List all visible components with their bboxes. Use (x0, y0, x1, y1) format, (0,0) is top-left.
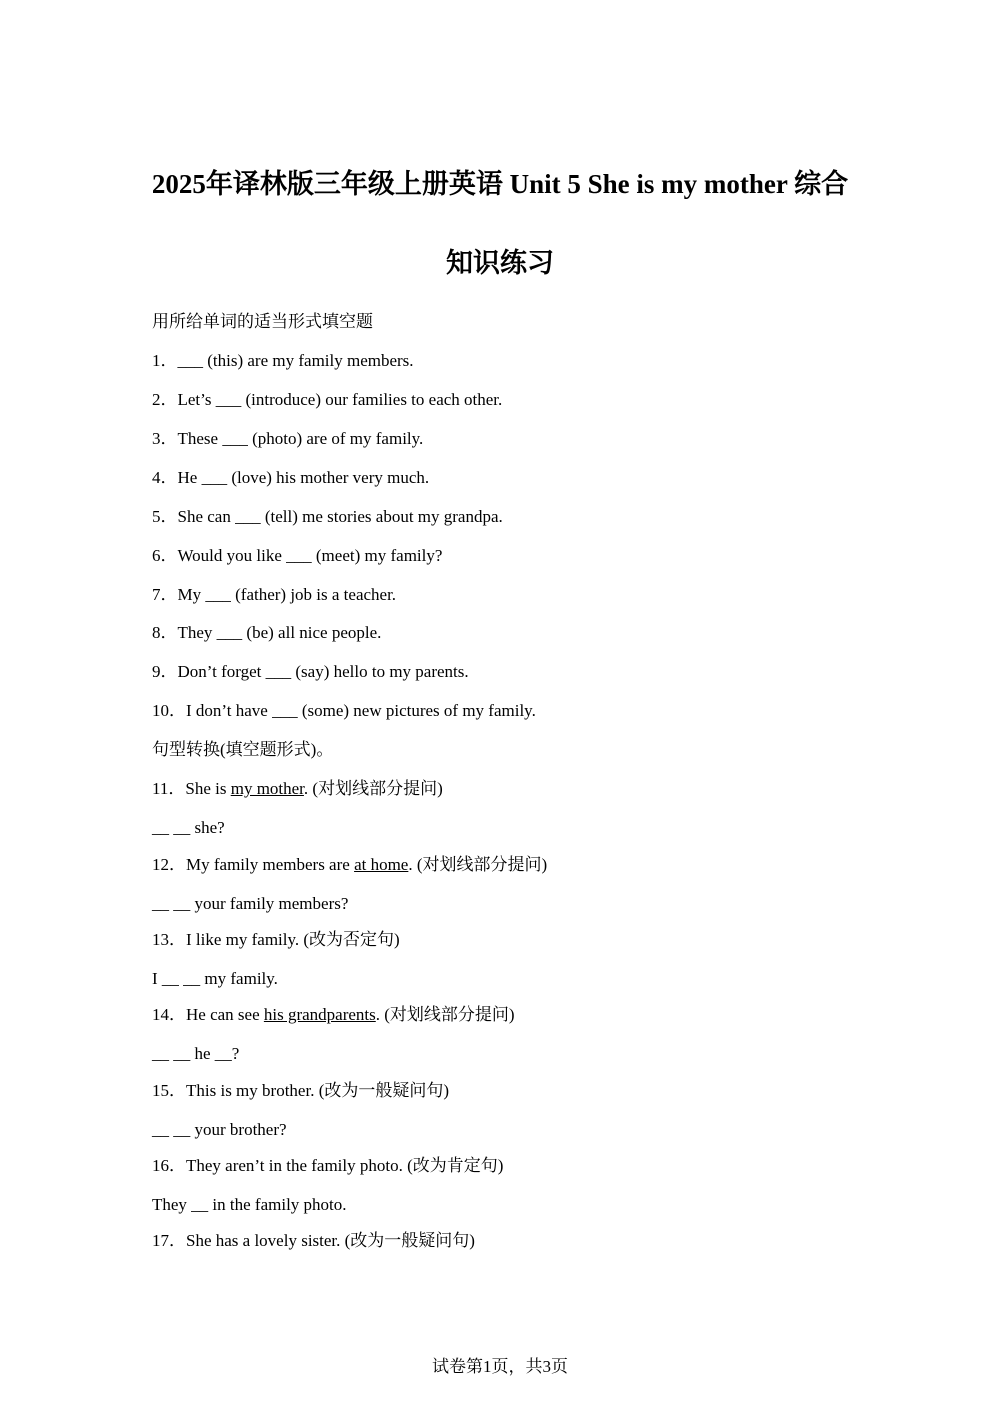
question-10: 10．I don’t have ___ (some) new pictures of my family. (152, 701, 536, 720)
question-8: 8．They ___ (be) all nice people. (152, 623, 382, 642)
answer-12: __ __ your family members? (152, 894, 349, 913)
section-heading-sentence-transform: 句型转换(填空题形式)。 (152, 740, 334, 759)
question-14-post: . (对划线部分提问) (375, 1005, 515, 1024)
question-12-pre: 12．My family members are (152, 855, 355, 874)
question-5: 5．She can ___ (tell) me stories about my grandpa. (152, 507, 503, 526)
answer-13: I __ __ my family. (152, 969, 278, 988)
page-title-line1: 2025年译林版三年级上册英语 Unit 5 She is my mother 综合 (151, 169, 849, 199)
question-14 (152, 1004, 515, 1026)
section-heading-fill-in: 用所给单词的适当形式填空题 (152, 312, 373, 331)
question-16: 16．They aren’t in the family photo. (改为肯定句) (152, 1156, 504, 1175)
question-1: 1．___ (this) are my family members. (152, 351, 414, 370)
question-14-underlined: his grandparents (263, 1005, 376, 1024)
question-11-underlined: my mother (230, 779, 304, 798)
page-footer: 试卷第1页，共3页 (432, 1357, 568, 1376)
answer-16: They __ in the family photo. (152, 1195, 347, 1214)
question-15: 15．This is my brother. (改为一般疑问句) (152, 1081, 450, 1100)
answer-14: __ __ he __? (152, 1044, 240, 1063)
question-2: 2．Let’s ___ (introduce) our families to each other. (152, 390, 503, 409)
answer-11: __ __ she? (152, 818, 225, 837)
question-17: 17．She has a lovely sister. (改为一般疑问句) (152, 1231, 475, 1250)
question-13: 13．I like my family. (改为否定句) (152, 930, 400, 949)
answer-15: __ __ your brother? (152, 1120, 287, 1139)
question-11-post: . (对划线部分提问) (303, 779, 443, 798)
question-11-pre: 11．She is (152, 779, 231, 798)
question-12-post: . (对划线部分提问) (408, 855, 548, 874)
question-14-pre: 14．He can see (152, 1005, 264, 1024)
question-12-underlined: at home (354, 855, 409, 874)
question-11 (152, 778, 443, 800)
question-6: 6．Would you like ___ (meet) my family? (152, 546, 443, 565)
question-12 (152, 854, 547, 876)
question-3: 3．These ___ (photo) are of my family. (152, 429, 424, 448)
question-4: 4．He ___ (love) his mother very much. (152, 468, 430, 487)
question-7: 7．My ___ (father) job is a teacher. (152, 585, 397, 604)
question-9: 9．Don’t forget ___ (say) hello to my parents. (152, 662, 469, 681)
page-title-line2: 知识练习 (446, 248, 554, 278)
